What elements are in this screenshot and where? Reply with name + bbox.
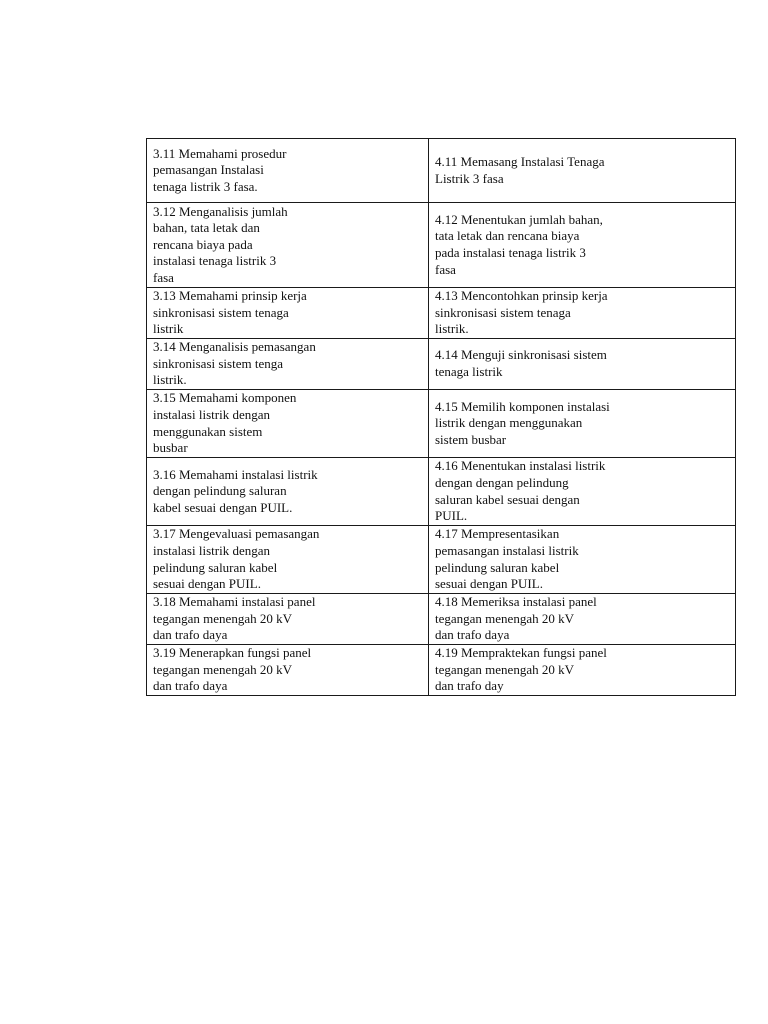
table-row (147, 645, 736, 696)
cell-text: 4.12 Menentukan jumlah bahan, tata letak dan rencana biaya pada instalasi tenaga listrik 3 fasa (435, 211, 603, 277)
cell-text: 3.16 Memahami instalasi listrik dengan pelindung saluran kabel sesuai dengan PUIL. (153, 466, 318, 515)
cell-text: 3.17 Mengevaluasi pemasangan instalasi listrik dengan pelindung saluran kabel sesuai dengan PUIL. (153, 526, 320, 592)
table-row (147, 458, 736, 526)
cell-text: 3.13 Memahami prinsip kerja sinkronisasi sistem tenaga listrik (153, 288, 307, 337)
table-cell-skill (429, 203, 736, 288)
cell-text: 4.19 Mempraktekan fungsi panel tegangan menengah 20 kV dan trafo day (435, 645, 607, 694)
cell-text: 3.14 Menganalisis pemasangan sinkronisasi sistem tenga listrik. (153, 339, 316, 388)
table-cell-knowledge (147, 390, 429, 458)
table-cell-knowledge (147, 203, 429, 288)
cell-text: 4.16 Menentukan instalasi listrik dengan dengan pelindung saluran kabel sesuai dengan PUIL. (435, 458, 606, 524)
table-cell-skill (429, 645, 736, 696)
cell-text: 4.11 Memasang Instalasi Tenaga Listrik 3 fasa (435, 153, 605, 186)
cell-text: 4.18 Memeriksa instalasi panel tegangan menengah 20 kV dan trafo daya (435, 594, 597, 643)
cell-text: 3.15 Memahami komponen instalasi listrik dengan menggunakan sistem busbar (153, 390, 297, 456)
cell-text: 4.15 Memilih komponen instalasi listrik dengan menggunakan sistem busbar (435, 398, 610, 447)
cell-text: 4.13 Mencontohkan prinsip kerja sinkronisasi sistem tenaga listrik. (435, 288, 608, 337)
competency-table (146, 138, 736, 696)
cell-text: 3.12 Menganalisis jumlah bahan, tata letak dan rencana biaya pada instalasi tenaga listrik 3 fasa (153, 203, 288, 285)
table-cell-knowledge (147, 339, 429, 390)
cell-text: 3.19 Menerapkan fungsi panel tegangan menengah 20 kV dan trafo daya (153, 645, 312, 694)
table-cell-skill (429, 288, 736, 339)
table-cell-skill (429, 339, 736, 390)
cell-text: 4.17 Mempresentasikan pemasangan instalasi listrik pelindung saluran kabel sesuai dengan PUIL. (435, 526, 579, 592)
table-row (147, 203, 736, 288)
table-cell-skill (429, 390, 736, 458)
table-cell-knowledge (147, 288, 429, 339)
table-row (147, 390, 736, 458)
cell-text: 3.18 Memahami instalasi panel tegangan menengah 20 kV dan trafo daya (153, 594, 316, 643)
table-row (147, 139, 736, 203)
table-row (147, 594, 736, 645)
table-cell-knowledge (147, 458, 429, 526)
table-cell-skill (429, 458, 736, 526)
table-cell-skill (429, 526, 736, 594)
table-cell-knowledge (147, 526, 429, 594)
table-cell-knowledge (147, 645, 429, 696)
table-cell-skill (429, 139, 736, 203)
cell-text: 4.14 Menguji sinkronisasi sistem tenaga listrik (435, 347, 607, 379)
table-row (147, 526, 736, 594)
table-cell-knowledge (147, 139, 429, 203)
table-row (147, 339, 736, 390)
table-row (147, 288, 736, 339)
table-cell-skill (429, 594, 736, 645)
table-cell-knowledge (147, 594, 429, 645)
cell-text: 3.11 Memahami prosedur pemasangan Instalasi tenaga listrik 3 fasa. (153, 145, 287, 194)
